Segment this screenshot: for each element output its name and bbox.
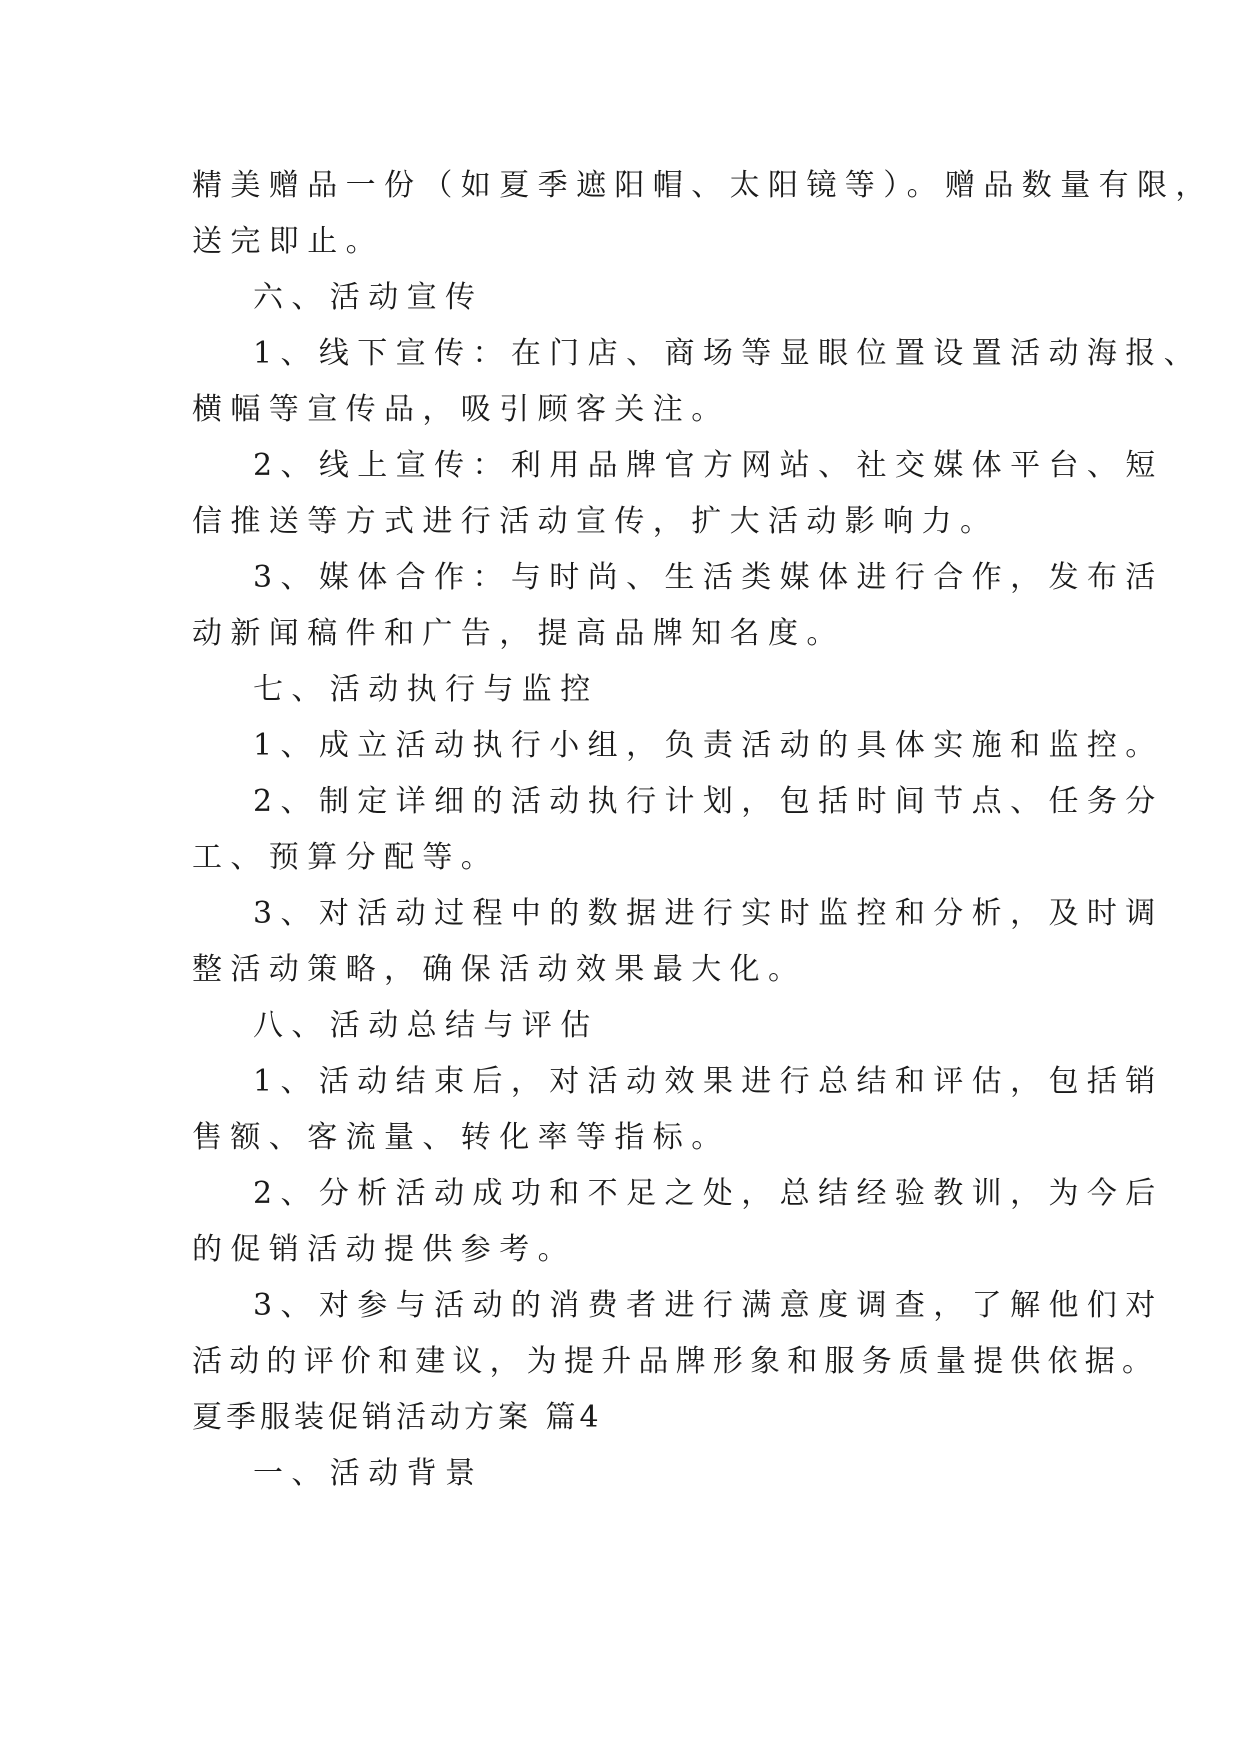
section-heading: 七、活动执行与监控 [253,672,599,707]
paragraph-line: 3、对参与活动的消费者进行满意度调查，了解他们对 [253,1288,1164,1323]
paragraph-line: 信推送等方式进行活动宣传，扩大活动影响力。 [192,504,999,539]
paragraph-line: 1、活动结束后，对活动效果进行总结和评估，包括销 [253,1064,1164,1099]
paragraph-line: 整活动策略，确保活动效果最大化。 [192,952,807,987]
paragraph-line: 3、媒体合作：与时尚、生活类媒体进行合作，发布活 [253,560,1164,595]
paragraph-line: 动新闻稿件和广告，提高品牌知名度。 [192,616,845,651]
section-heading: 八、活动总结与评估 [253,1008,599,1043]
paragraph-line: 1、成立活动执行小组，负责活动的具体实施和监控。 [253,728,1164,763]
paragraph-line: 的促销活动提供参考。 [192,1232,576,1267]
paragraph-line: 横幅等宣传品，吸引顾客关注。 [192,392,730,427]
section-heading: 一、活动背景 [253,1456,484,1491]
article-title: 夏季服装促销活动方案 篇4 [192,1400,603,1435]
paragraph-line: 送完即止。 [192,224,384,259]
paragraph-line: 3、对活动过程中的数据进行实时监控和分析，及时调 [253,896,1164,931]
paragraph-line: 工、预算分配等。 [192,840,500,875]
paragraph-line: 2、线上宣传：利用品牌官方网站、社交媒体平台、短 [253,448,1164,483]
paragraph-line: 活动的评价和建议，为提升品牌形象和服务质量提供依据。 [192,1344,1160,1379]
paragraph-line: 精美赠品一份（如夏季遮阳帽、太阳镜等）。赠品数量有限， [192,168,1214,203]
paragraph-line: 1、线下宣传：在门店、商场等显眼位置设置活动海报、 [253,336,1203,371]
paragraph-line: 2、制定详细的活动执行计划，包括时间节点、任务分 [253,784,1164,819]
paragraph-line: 2、分析活动成功和不足之处，总结经验教训，为今后 [253,1176,1164,1211]
section-heading: 六、活动宣传 [253,280,484,315]
paragraph-line: 售额、客流量、转化率等指标。 [192,1120,730,1155]
